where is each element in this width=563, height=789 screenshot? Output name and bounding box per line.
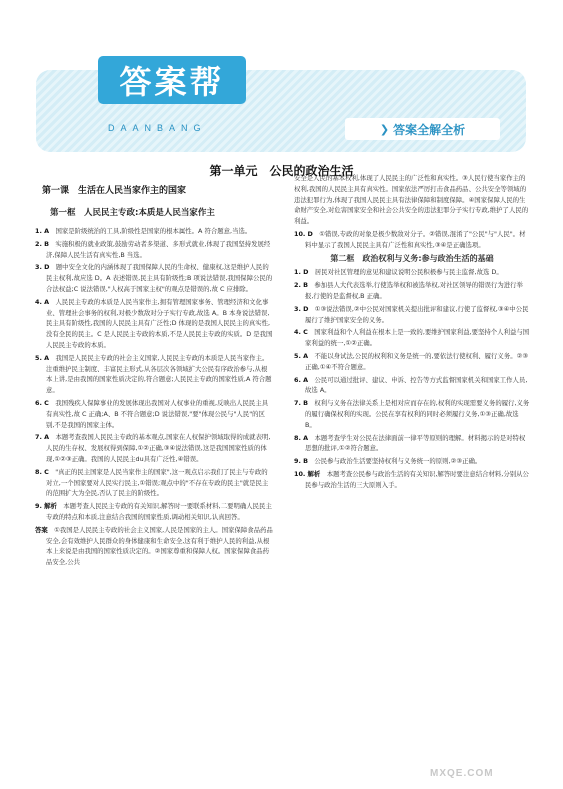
answer-number: 9. 解析: [35, 502, 57, 511]
answer-item: [294, 456, 530, 467]
answer-text: 国家利益和个人利益在根本上是一致的,要维护国家利益,要坚持个人利益与国家利益的统一,①②正确。: [305, 328, 530, 348]
answer-text: 居民对社区管理的意见和建议说明公民积极参与民主监督,故选 D。: [314, 268, 503, 277]
right-column: [294, 173, 530, 493]
tagline-text: 答案全解全析: [393, 122, 466, 137]
logo-pinyin: DAANBANG: [108, 123, 207, 133]
answer-item: [294, 229, 530, 251]
answer-number: 4. A: [35, 297, 50, 306]
answer-number: 4. C: [294, 328, 308, 337]
answer-number: 7. B: [294, 399, 308, 408]
answer-item: [294, 433, 530, 455]
lesson-title: 第一课 生活在人民当家作主的国家: [42, 186, 187, 196]
answer-number: 6. A: [294, 375, 309, 384]
answer-item: [294, 304, 530, 326]
tagline-box: [345, 118, 500, 140]
left-column: [35, 226, 273, 570]
answer-number: 7. A: [35, 433, 50, 442]
answer-item: [35, 262, 273, 294]
answer-number: 1. A: [35, 227, 50, 235]
answer-text: 公民参与政治生活要坚持权利与义务统一的原则,②③正确。: [314, 457, 482, 466]
answer-number: 答案: [35, 525, 48, 534]
answer-text: 本题考查人民民主专政的有关知识,解答时一要联系材料,二要明确人民民主专政的特点和本质,注意结合我国的国家性质,调动相关知识,认真回答。: [46, 502, 272, 521]
answer-text: 实施积极的就业政策,鼓励劳动者多渠道、多形式就业,体现了我国坚持发展经济,保障人民生活有真实性,B 当选。: [46, 239, 271, 259]
answer-number: 5. A: [294, 351, 309, 360]
answer-number: 5. A: [35, 353, 50, 362]
answer-text: "真正的民主国家是人民当家作主的国家",这一观点启示我们了民主与专政的对立,一个国家要对人民实行民主,①错误;观点中的"不存在专政的民主"就是民主的范围扩大为全民,否认了民主的阶级性。: [46, 467, 269, 498]
answer-text: 本题考查我国人民民主专政的基本观点,国家在人权保护领域取得的成就表明,人民的生存权、发展权得到保障,①②正确,③④说法错误,这是我国国家性质的体现,①②③正确。我国的人民民主du具有广泛性,④错误。: [46, 433, 271, 463]
answer-text: 我国残疾人保障事业的发展体现出我国对人权事业的重视,反映出人民民主具有真实性,故 C 正确;A、B 不符合题意;D 说法错误,"要"体现公民与"人民"的区别,不是我国的国家主体。: [46, 398, 269, 429]
frame1-title: 第一框 人民民主专政:本质是人民当家作主: [50, 208, 215, 218]
answer-number: 2. B: [35, 239, 49, 248]
answer-text: 本题考查学生对公民在法律面前一律平等原则的理解。材料揭示的是对特权思想的批评,①②符合题意。: [305, 433, 526, 453]
answer-text: ①③说法错误,②中公民对国家机关提出批评和建议,行使了监督权,③④中公民履行了维护国家安全的义务。: [305, 304, 529, 324]
answer-item: [294, 351, 530, 373]
answer-item: [35, 467, 273, 499]
answer-item: [35, 353, 273, 396]
answer-number: 1. D: [294, 268, 309, 277]
chevron-right-icon: ❯: [379, 122, 390, 136]
answer-number: 9. B: [294, 457, 308, 466]
answer-text: 安全是人民的基本权利,体现了人民民主的广泛性和真实性。③人民行使当家作主的权利,我国的人民民主具有真实性。国家依法严厉打击食品药品、公共安全等领域的违法犯罪行为,体现了我国人民民主具有法律保障和制度保障。④国家保障人民的生命财产安全,对危害国家安全和社会公共安全的违法犯罪分子实行专政,维护了人民的利益。: [294, 174, 529, 226]
answer-number: 3. D: [35, 263, 50, 272]
logo: [98, 56, 246, 104]
answer-text: 公民可以通过批评、建议、申诉、控告等方式监督国家机关和国家工作人员,故选 A。: [305, 375, 528, 395]
answer-item: [294, 173, 530, 227]
answer-item: [35, 525, 273, 568]
answer-item: [294, 327, 530, 349]
answer-number: 2. B: [294, 281, 308, 290]
answer-item: [35, 398, 273, 430]
answer-text: 本题考查公民参与政治生活的有关知识,解答时要注意结合材料,分别从公民参与政治生活的三大原则入手。: [305, 469, 529, 489]
answer-item: [294, 280, 530, 302]
answer-number: 8. C: [35, 467, 49, 476]
answer-item: [35, 501, 273, 523]
answer-text: ①错误,专政的对象是极少数敌对分子。②错误,混淆了"公民"与"人民"。材料中显示了我国人民民主具有广泛性和真实性,③④是正确选项。: [305, 229, 526, 249]
answer-number: 10. 解析: [294, 469, 321, 478]
answer-item: [35, 239, 273, 261]
answer-item: [35, 432, 273, 464]
answer-text: 不能以身试法,公民的权利和义务是统一的,要依法行使权利、履行义务。②③正确,①④不符合题意。: [305, 351, 529, 371]
answer-text: ①我国是人民民主专政的社会主义国家,人民是国家的主人。国家保障食品药品安全,会有效维护人民群众的身体健康和生命安全,这有利于维护人民的利益,从根本上来说是由我国的国家性质决定的。②国家尊重和保障人权。国家保障食品药品安全,公共: [46, 525, 273, 567]
answer-item: [35, 297, 273, 351]
answer-text: 国家是阶级统治的工具,阶级性是国家的根本属性。A 符合题意,当选。: [55, 227, 252, 235]
answer-item: [294, 267, 530, 278]
answer-text: 我国是人民民主专政的社会主义国家,人民民主专政的本质是人民当家作主。注重维护民主制度、丰富民主形式,从各层次各领域扩大公民有序政治参与,从根本上讲,是由我国的国家性质决定的,符合题意;人民民主专政的国家性质,A 符合题意。: [46, 353, 272, 395]
unit-title: 第一单元 公民的政治生活: [209, 164, 354, 178]
answer-text: 人民民主专政的本质是人民当家作主,拥有管理国家事务、管理经济和文化事业、管理社会事务的权利,对极少数敌对分子实行专政,故选 A。B 本身说法错误,民主具有阶级性,我国的人民民主具有广泛性;D 体现的是我国人民民主的真实性,没有全民的民主。C 是人民民主专政的本质,不是人民民主专政的实质。D 是我国人民民主专政的本质。: [46, 297, 273, 349]
answer-item: [294, 398, 530, 430]
right-column-top: [294, 173, 530, 251]
answer-number: 10. D: [294, 229, 313, 238]
frame2-title: 第二框 政治权利与义务:参与政治生活的基础: [330, 253, 494, 263]
answer-item: [294, 469, 530, 491]
answer-number: 6. C: [35, 398, 49, 407]
answer-text: 权利与义务在法律关系上是相对应而存在的,权利的实现需要义务的履行,义务的履行确保权利的实现。公民在享有权利的同时必须履行义务,①③正确,故选 B。: [305, 399, 530, 429]
answer-item: [35, 226, 273, 237]
watermark: MXQE.COM: [430, 768, 494, 779]
logo-text: 答案帮: [119, 63, 225, 101]
answer-number: 8. A: [294, 433, 309, 442]
answer-item: [294, 375, 530, 397]
answer-text: 参加县人大代表选举,行使选举权和被选举权,对社区领导的错误行为进行举报,行使的是监督权,B 正确。: [305, 281, 523, 300]
answer-number: 3. D: [294, 304, 309, 313]
answer-text: 题中安全文化的内涵体现了我国保障人民的生命权、健康权,这是维护人民的民主权利,故应选 D。A 表述错误,民主具有阶级性;B 项说法错误,我国保障公民的合法权益;C 说法错误,"人权高于国家主权"的观点是错误的,故 C 应排除。: [46, 263, 273, 293]
right-column-bottom: [294, 267, 530, 490]
